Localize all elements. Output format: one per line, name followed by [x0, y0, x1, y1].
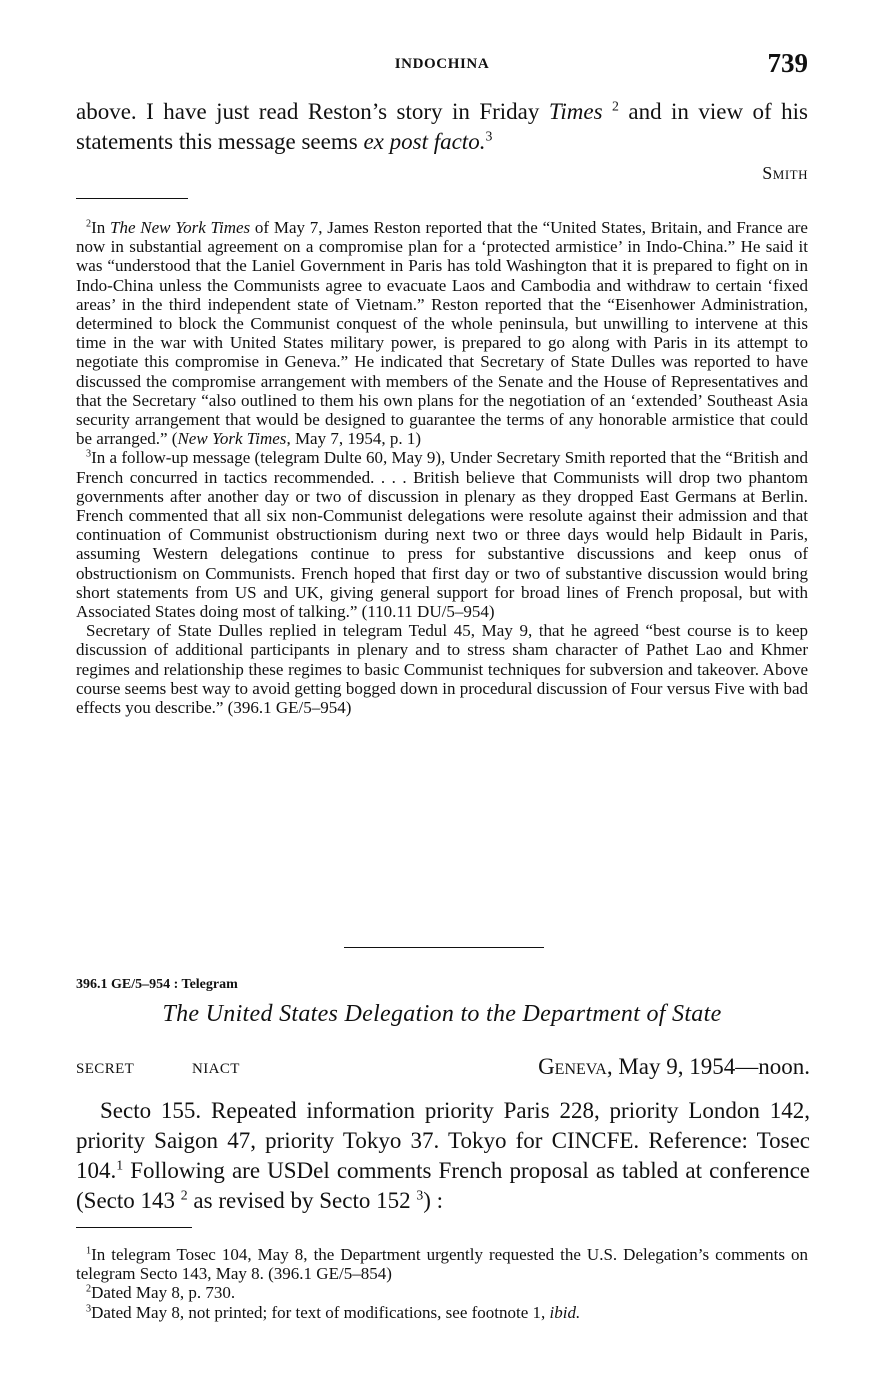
signature: Smith: [762, 163, 808, 183]
bottom-footnote-2-text: Dated May 8, p. 730.: [91, 1283, 236, 1303]
footnote-separator-bottom: [76, 1227, 192, 1228]
footnote-2-text-c: , May 7, 1954, p. 1): [286, 429, 422, 449]
dateline-place: Geneva: [538, 1054, 607, 1079]
telegram-ref-1: 1: [116, 1157, 124, 1173]
footnote-3-continued: Secretary of State Dulles replied in telegram Tedul 45, May 9, that he agreed “best course is to keep discussion of additional participants in plenary and to stress sham character of Pathet Lao and Khmer regimes and relationship these regimes to basic Communist techniques for subversion and takeover. Above course seems best way to avoid getting bogged down in procedural discussion of Four versus Five with bad effects you describe.” (396.1 GE/5–954): [76, 621, 808, 718]
footnotes-top: [76, 218, 808, 717]
continued-message-text: [76, 97, 808, 157]
bottom-footnote-2-number: 2: [86, 1283, 92, 1295]
footnote-2: [76, 218, 808, 448]
bottom-footnote-2: [76, 1283, 808, 1302]
section-separator: [344, 947, 544, 948]
bottom-footnote-3-number: 3: [86, 1302, 92, 1314]
footnote-2-text-a: In: [91, 218, 110, 237]
footnotes-bottom: [76, 1245, 808, 1322]
dateline: [538, 1054, 810, 1080]
page-header: [76, 50, 808, 82]
continued-text-part-2: and in view of his statements this message seems: [76, 99, 808, 154]
telegram-body-part-4: ) :: [423, 1188, 444, 1213]
continued-text-part-1: above. I have just read Reston’s story in Friday: [76, 99, 549, 124]
footnote-ref-3: 3: [485, 128, 493, 144]
handling-caption: NIACT: [192, 1061, 240, 1077]
telegram-body-part-3: as revised by Secto 152: [187, 1188, 417, 1213]
telegram-body-part-1: Secto 155. Repeated information priority Paris 228, priority London 142, priority Saigon 47, priority Tokyo 37. Tokyo for CINCFE. Reference: Tosec 104.: [76, 1098, 810, 1183]
telegram-body-part-2: Following are USDel comments French proposal as tabled at conference (Secto 143: [76, 1158, 810, 1213]
footnote-2-nyt: The New York Times: [110, 218, 251, 237]
bottom-footnote-1-text: In telegram Tosec 104, May 8, the Department urgently requested the U.S. Delegation’s comments on telegram Secto 143, May 8. (396.1 GE/5–854): [76, 1245, 808, 1284]
ex-post-facto: ex post facto.: [363, 129, 486, 154]
running-head: INDOCHINA: [394, 56, 490, 72]
footnote-3-text: In a follow-up message (telegram Dulte 60, May 9), Under Secretary Smith reported that the “British and French concurred in tactics recommended. . . . British believe that Communists will drop two phantom governments after another day or two of discussion in plenary as they dropped East Germans at Berlin. French commented that all six non-Communist delegations were resolute against their admission and that continuation of Communist obstructionism during next two or three days would help Bidault in Paris, assuming Western delegations continue to press for substantive discussions and keep onus of obstructionism on Communists. French hoped that first day or two of substantive discussion would bring short statements from US and UK, giving general support for broad lines of French proposal, but with Associated States doing most of talking.” (110.11 DU/5–954): [76, 448, 808, 622]
bottom-footnote-3-text: Dated May 8, not printed; for text of modifications, see footnote 1,: [91, 1302, 550, 1322]
footnote-2-text-b: of May 7, James Reston reported that the “United States, Britain, and France are now in substantial agreement on a compromise plan for a ‘protected armistice’ in Indo-China.” He said it was “understood that the Laniel Government in Paris has told Washington that it is prepared to fight on in Indo-China unless the Communists agree to evacuate Laos and Cambodia and withdraw to certain ‘fixed areas’ in the third independent state of Vietnam.” Reston reported that the “Eisenhower Administration, determined to block the Communist conquest of the whole peninsula, but unwilling to intervene at this time in the war with United States military power, is prepared to go along with Paris in its attempt to negotiate this compromise in Geneva.” He indicated that Secretary of State Dulles was reported to have discussed the compromise arrangement with members of the Senate and the House of Representatives and that the Secretary “also outlined to them his own plans for the negotiation of an ‘extended’ Southeast Asia security arrangement that would be designed to guarantee the terms of any honorable armistice that could be arranged.” (: [76, 218, 808, 449]
telegram-ref-2: 2: [180, 1187, 188, 1203]
page-number: 739: [767, 48, 808, 78]
footnote-3: [76, 448, 808, 621]
bottom-footnote-1: [76, 1245, 808, 1283]
bottom-footnote-3: [76, 1303, 808, 1322]
footnote-2-nyt-cite: New York Times: [177, 429, 287, 449]
document-title: The United States Delegation to the Department of State: [162, 1001, 722, 1027]
footnote-ref-2: 2: [612, 98, 619, 114]
dateline-date: , May 9, 1954—noon.: [606, 1054, 810, 1079]
telegram-ref-3: 3: [416, 1187, 424, 1203]
bottom-footnote-1-number: 1: [86, 1245, 92, 1257]
telegram-body: [76, 1096, 810, 1216]
document-file-id: 396.1 GE/5–954 : Telegram: [76, 977, 238, 992]
footnote-separator-top: [76, 198, 188, 199]
footnote-2-number: 2: [86, 218, 92, 230]
bottom-footnote-3-ibid: ibid.: [549, 1302, 581, 1322]
classification: SECRET: [76, 1061, 135, 1077]
footnote-3-number: 3: [86, 448, 92, 460]
times-title: Times: [548, 99, 603, 124]
